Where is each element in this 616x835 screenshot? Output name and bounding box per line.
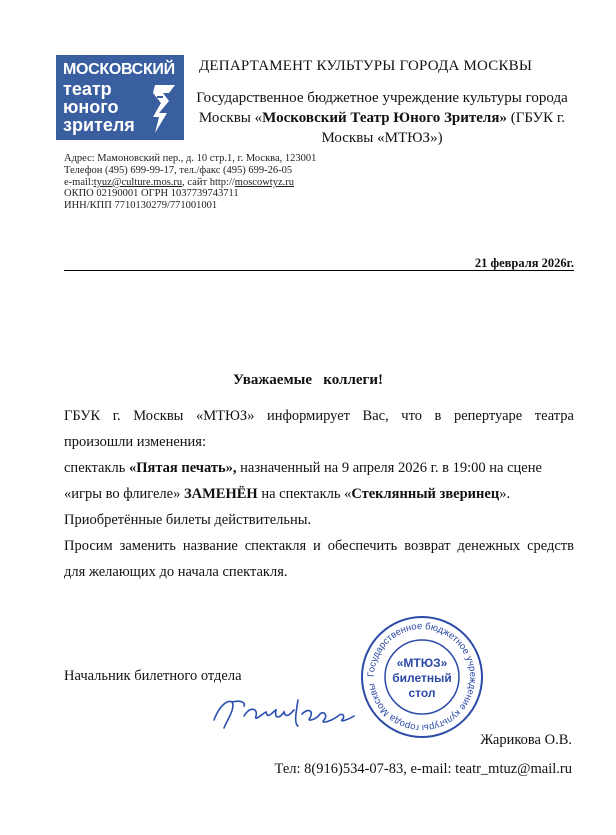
body-text: «игры во флигеле» [64, 486, 184, 502]
address-line: Адрес: Мамоновский пер., д. 10 стр.1, г. Москва, 123001 [64, 153, 317, 164]
stamp-center-3: стол [408, 686, 436, 700]
signer-contact: Тел: 8(916)534-07-83, e-mail: teatr_mtuz@mail.ru [274, 761, 572, 777]
greeting: Уважаемые коллеги! [233, 372, 383, 388]
letter-date: 21 февраля 2026г. [474, 256, 574, 270]
logo-line-1: МОСКОВСКИЙ [63, 61, 175, 78]
logo-line-4: зрителя [63, 115, 135, 135]
body-text: на спектакль « [257, 486, 352, 502]
body-line: ГБУК г. Москвы «МТЮЗ» информирует Вас, что в репертуаре театра [64, 408, 574, 424]
site-link[interactable]: moscowtyz.ru [234, 176, 294, 188]
theatre-logo [56, 55, 184, 140]
site-label: , сайт http:// [182, 176, 235, 188]
body-line: Просим заменить название спектакля и обеспечить возврат денежных средств [64, 538, 574, 554]
body-line [64, 481, 574, 507]
body-line: Приобретённые билеты действительны. [64, 512, 312, 528]
logo-mark-icon [149, 83, 179, 135]
body-text: спектакль [64, 460, 129, 476]
body-text: ». [499, 486, 511, 502]
stamp-center-2: билетный [392, 671, 452, 685]
signer-name: Жарикова О.В. [480, 732, 572, 748]
email-label: e-mail: [64, 176, 94, 188]
phone-line: Телефон (495) 699-99-17, тел./факс (495) 699-26-05 [64, 164, 293, 176]
logo-line-2: театр [63, 79, 112, 99]
okpo-line: ОКПО 02190001 ОГРН 1037739743711 [64, 188, 239, 200]
stamp-center-1: «МТЮЗ» [396, 656, 448, 670]
old-performance: «Пятая печать», [128, 460, 237, 476]
institution-text-bold: Московский Театр Юного Зрителя» [262, 110, 507, 126]
email-line [64, 177, 316, 189]
address-block [64, 153, 316, 212]
department-title: ДЕПАРТАМЕНТ КУЛЬТУРЫ ГОРОДА МОСКВЫ [199, 58, 533, 74]
institution-text-a: Государственное бюджетное учреждение культуры города Москвы « [196, 90, 568, 126]
new-performance: Стеклянный зверинец [351, 486, 500, 502]
signer-role: Начальник билетного отдела [64, 668, 242, 684]
body-line: для желающих до начала спектакля. [64, 564, 288, 580]
institution-name [192, 88, 572, 148]
logo-line-3: юного [63, 97, 119, 117]
handwritten-signature [210, 690, 360, 735]
official-stamp [360, 612, 484, 742]
body-line: произошли изменения: [64, 434, 207, 450]
body-text: назначенный на 9 апреля 2026 г. в 19:00 на сцене [236, 460, 542, 476]
body-line [64, 455, 574, 481]
letter-body [64, 403, 574, 585]
header-divider [64, 270, 574, 271]
email-link[interactable]: tyuz@culture.mos.ru [93, 176, 183, 188]
replaced-word: ЗАМЕНЁН [183, 486, 258, 502]
institution-text-c: (ГБУК г. Москвы «МТЮЗ») [321, 110, 566, 146]
inn-line: ИНН/КПП 7710130279/771001001 [64, 200, 218, 212]
stamp-ring-text: Государственное бюджетное учреждение культуры города Москвы [365, 620, 479, 734]
